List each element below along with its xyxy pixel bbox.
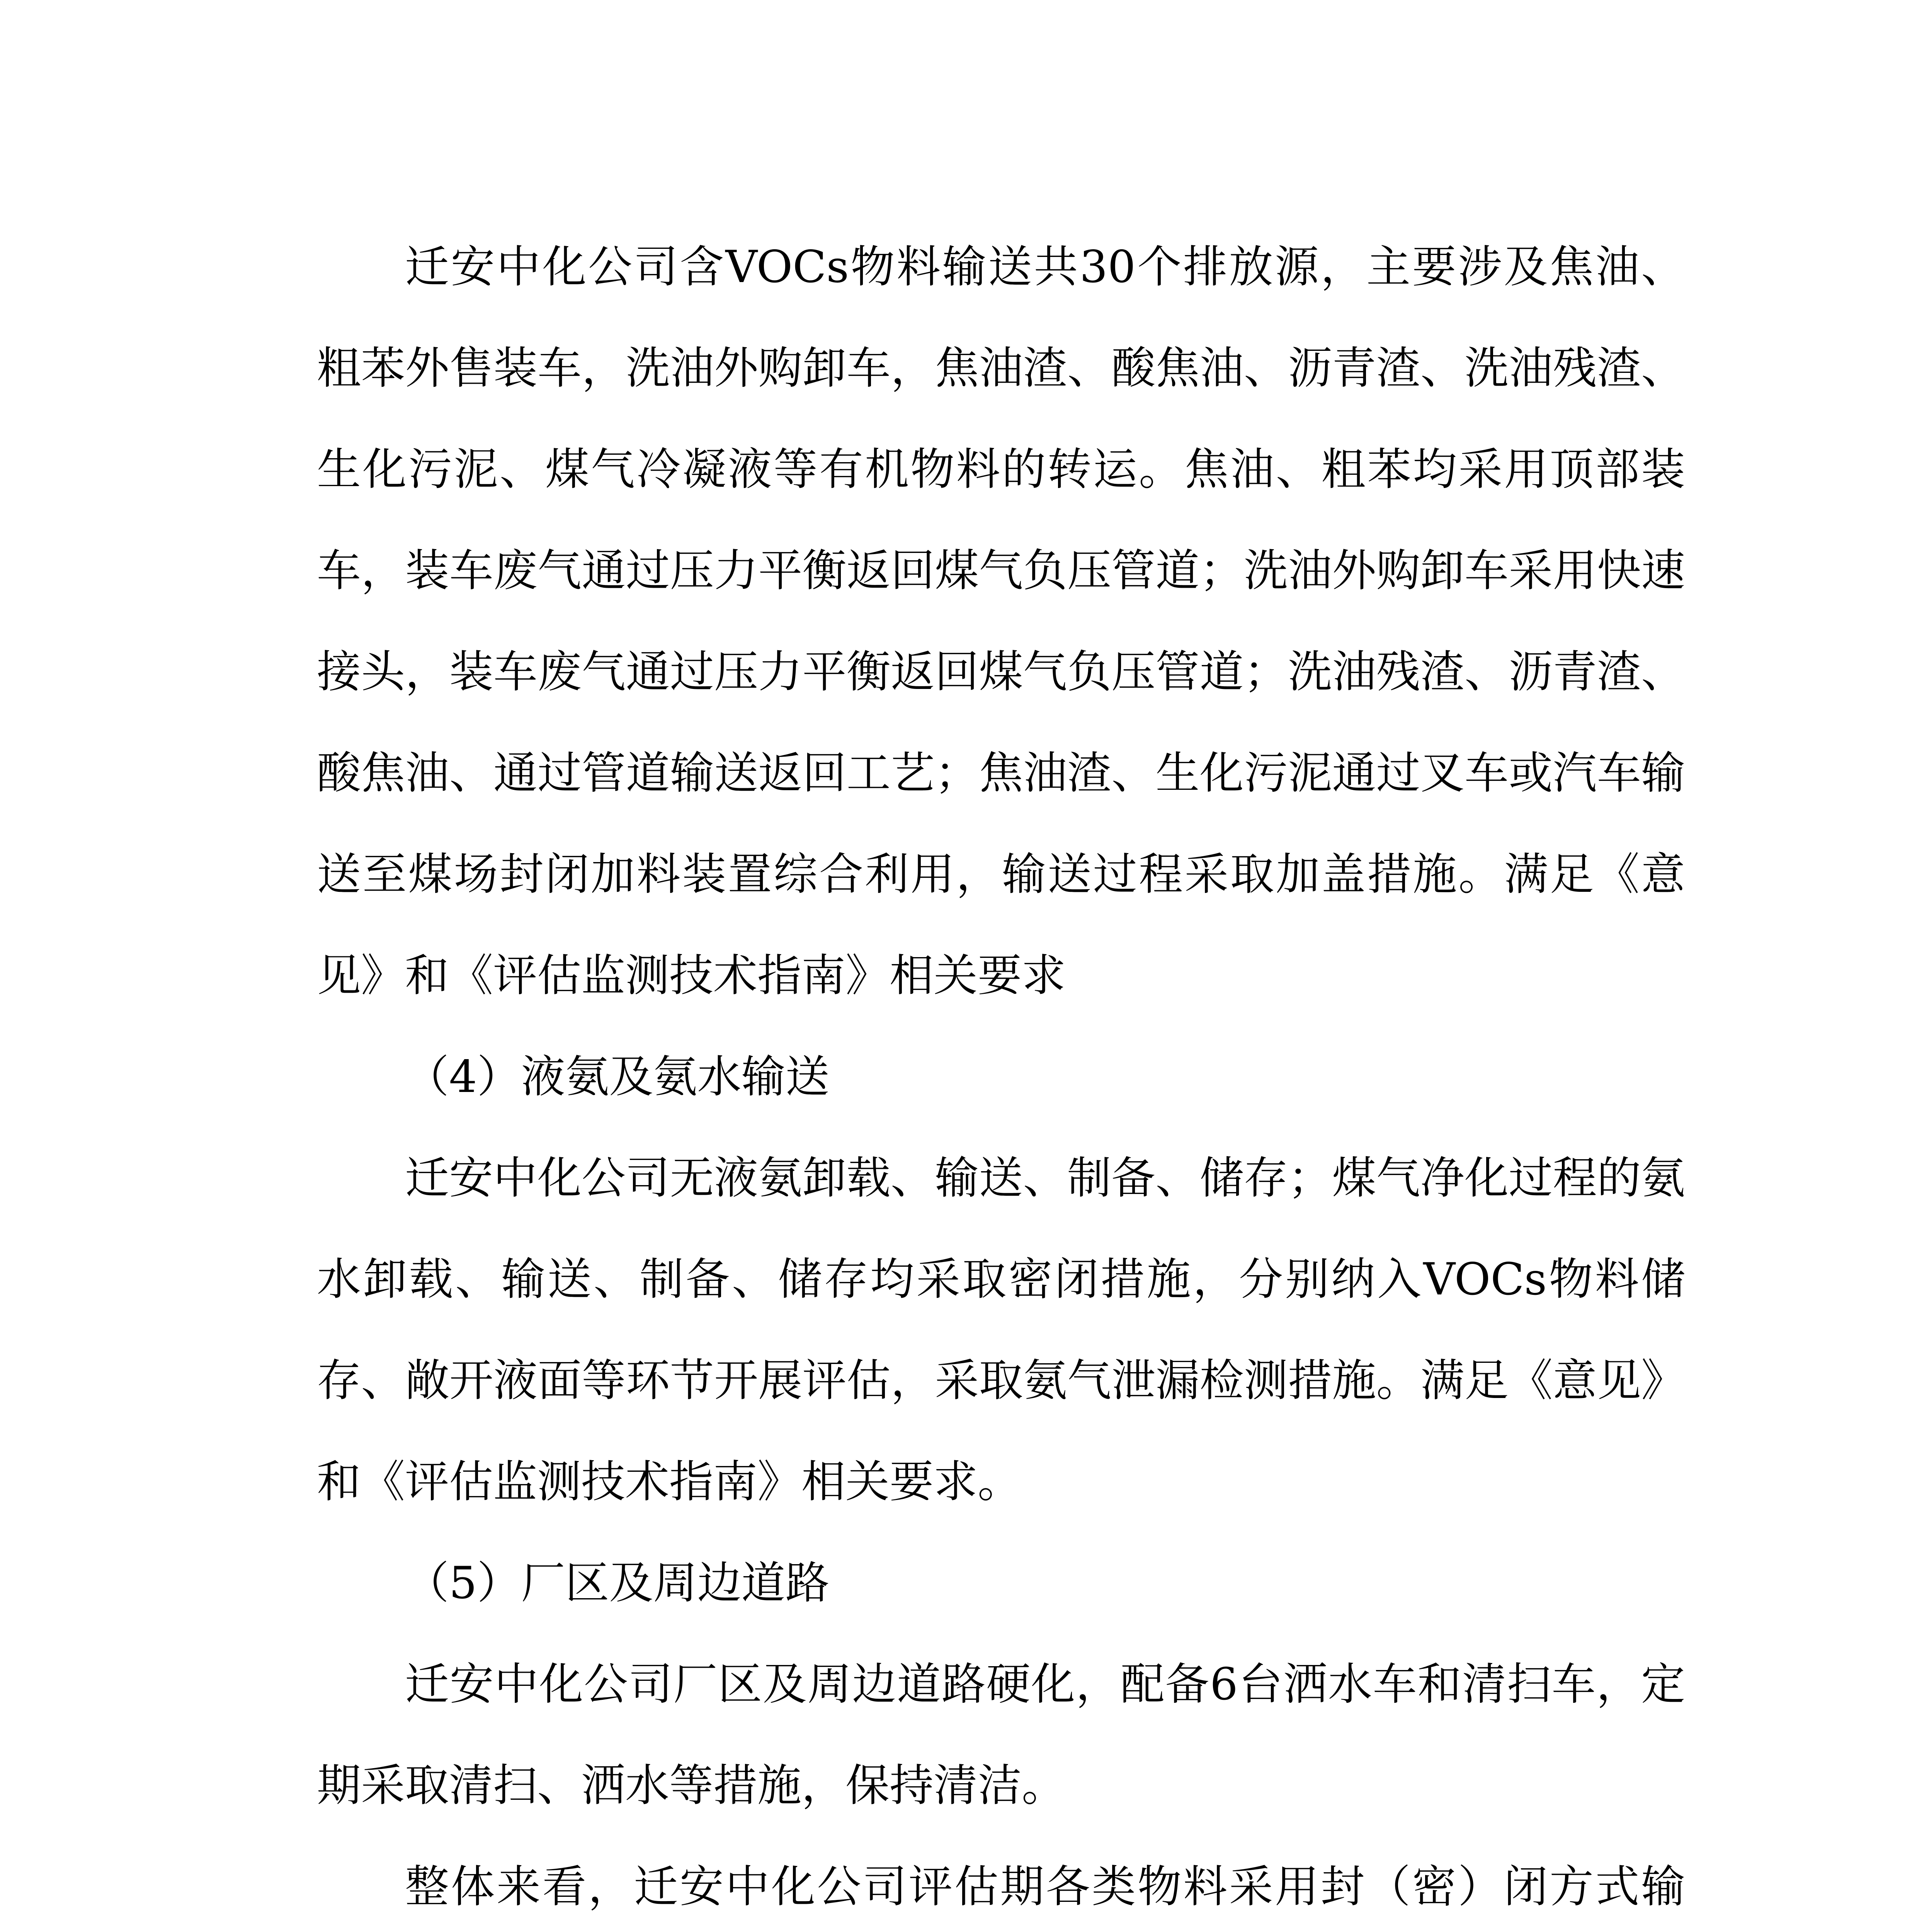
paragraph-overall-summary: 整体来看，迁安中化公司评估期各类物料采用封（密）闭方式输 [405, 1861, 1685, 1912]
heading-ammonia-transport: （4）液氨及氨水输送 [405, 1051, 830, 1102]
heading-plant-roads: （5）厂区及周边道路 [405, 1557, 830, 1609]
document-body [317, 216, 1685, 1932]
paragraph-ammonia-transport: 迁安中化公司无液氨卸载、输送、制备、储存；煤气净化过程的氨水卸载、输送、制备、储存均采取密闭措施，分别纳入VOCs物料储存、敞开液面等环节开展评估，采取氨气泄漏检测措施。满足《意见》和《评估监测技术指南》相关要求。 [317, 1152, 1685, 1507]
paragraph-voc-transport: 迁安中化公司含VOCs物料输送共30个排放源，主要涉及焦油、粗苯外售装车，洗油外购卸车，焦油渣、酸焦油、沥青渣、洗油残渣、生化污泥、煤气冷凝液等有机物料的转运。焦油、粗苯均采用顶部装车，装车废气通过压力平衡返回煤气负压管道；洗油外购卸车采用快速接头，装车废气通过压力平衡返回煤气负压管道；洗油残渣、沥青渣、酸焦油、通过管道输送返回工艺；焦油渣、生化污泥通过叉车或汽车输送至煤场封闭加料装置综合利用，输送过程采取加盖措施。满足《意见》和《评估监测技术指南》相关要求 [317, 241, 1685, 1001]
paragraph-plant-roads: 迁安中化公司厂区及周边道路硬化，配备6台洒水车和清扫车，定期采取清扫、洒水等措施，保持清洁。 [317, 1658, 1685, 1811]
